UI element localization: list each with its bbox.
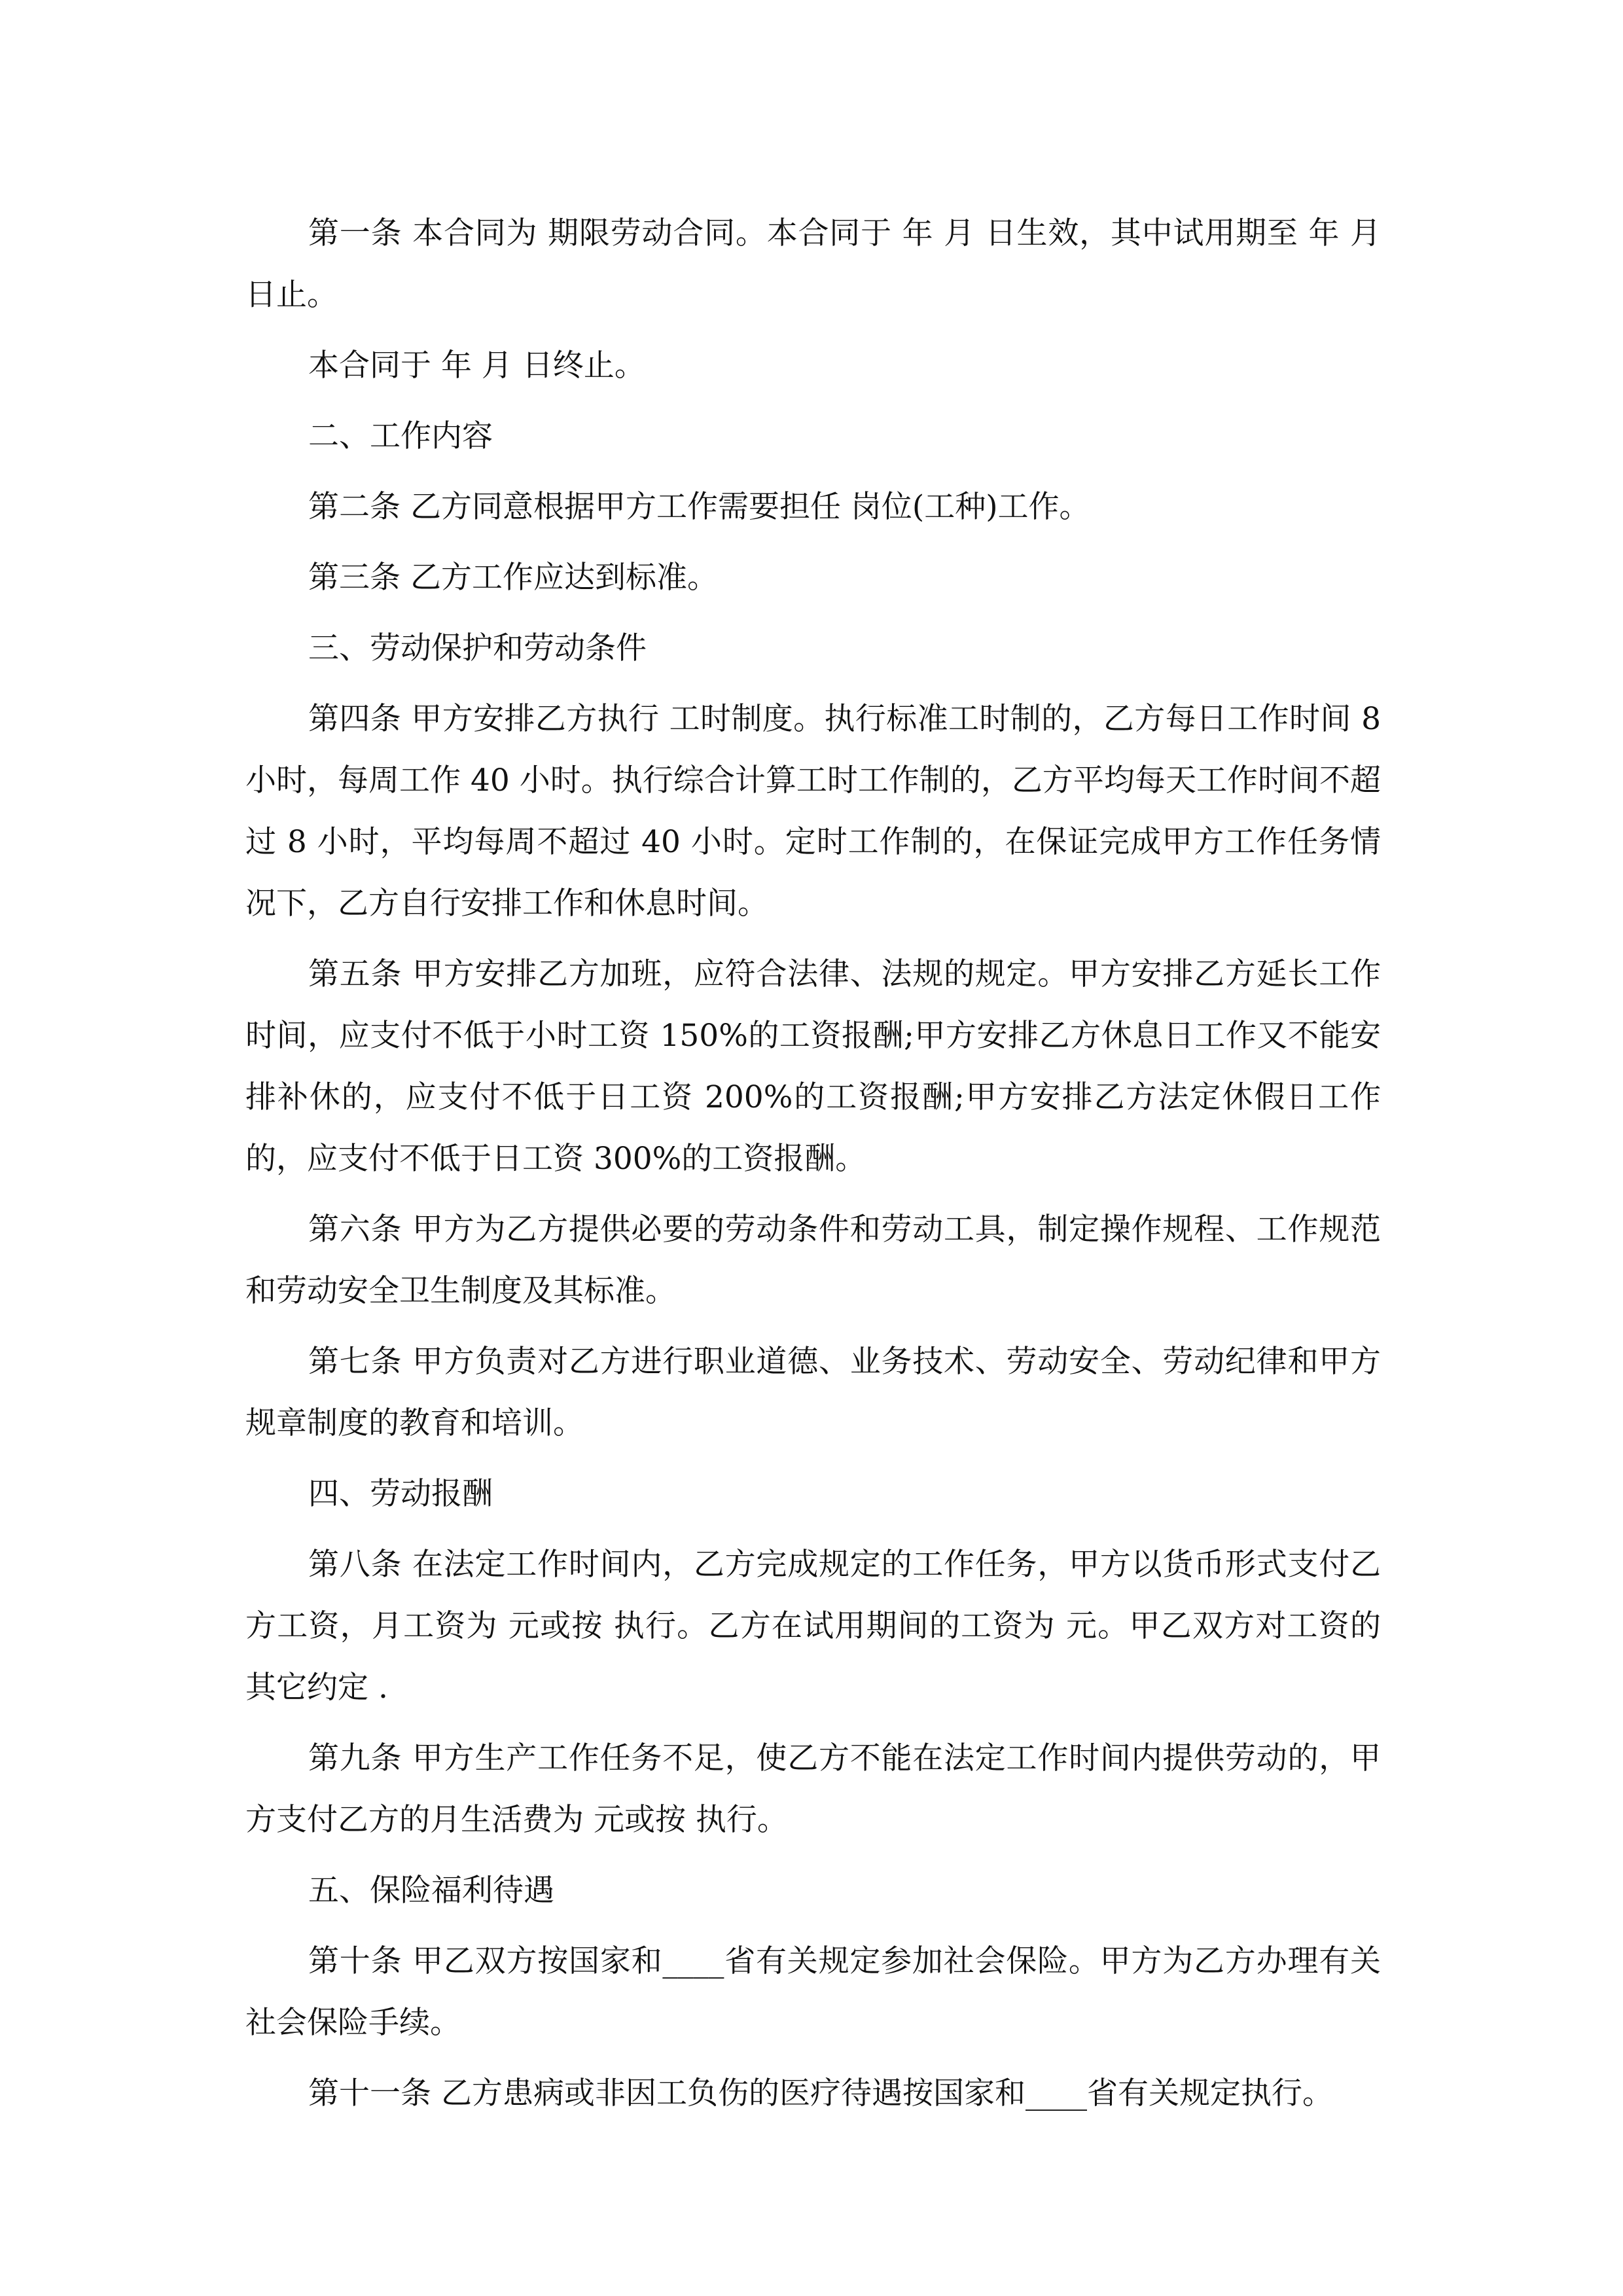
article-7: 第七条 甲方负责对乙方进行职业道德、业务技术、劳动安全、劳动纪律和甲方规章制度的教育和培训。	[245, 1344, 1381, 1441]
contract-termination-line: 本合同于 年 月 日终止。	[308, 348, 645, 384]
section-heading-remuneration: 四、劳动报酬	[308, 1476, 493, 1512]
article-3: 第三条 乙方工作应达到标准。	[308, 560, 718, 596]
article-2: 第二条 乙方同意根据甲方工作需要担任 岗位(工种)工作。	[308, 489, 1090, 525]
article-5: 第五条 甲方安排乙方加班，应符合法律、法规的规定。甲方安排乙方延长工作时间，应支付不低于小时工资 150%的工资报酬;甲方安排乙方休息日工作又不能安排补休的，应支付不低于日工资 200%的工资报酬;甲方安排乙方法定休假日工作的，应支付不低于日工资 300%的工资报酬。	[245, 956, 1381, 1177]
section-heading-work-content: 二、工作内容	[308, 418, 493, 454]
article-11: 第十一条 乙方患病或非因工负伤的医疗待遇按国家和____省有关规定执行。	[308, 2075, 1333, 2111]
section-heading-insurance: 五、保险福利待遇	[308, 1873, 554, 1909]
article-1: 第一条 本合同为 期限劳动合同。本合同于 年 月 日生效，其中试用期至 年 月 日止。	[245, 215, 1381, 313]
article-4: 第四条 甲方安排乙方执行 工时制度。执行标准工时制的，乙方每日工作时间 8 小时，每周工作 40 小时。执行综合计算工时工作制的，乙方平均每天工作时间不超过 8 小时，平均每周不超过 40 小时。定时工作制的，在保证完成甲方工作任务情况下，乙方自行安排工作和休息时间。	[245, 701, 1381, 922]
article-10: 第十条 甲乙双方按国家和____省有关规定参加社会保险。甲方为乙方办理有关社会保险手续。	[245, 1943, 1381, 2041]
article-9: 第九条 甲方生产工作任务不足，使乙方不能在法定工作时间内提供劳动的，甲方支付乙方的月生活费为 元或按 执行。	[245, 1740, 1381, 1838]
article-6: 第六条 甲方为乙方提供必要的劳动条件和劳动工具，制定操作规程、工作规范和劳动安全卫生制度及其标准。	[245, 1211, 1381, 1309]
section-heading-labor-protection: 三、劳动保护和劳动条件	[308, 630, 647, 666]
article-8: 第八条 在法定工作时间内，乙方完成规定的工作任务，甲方以货币形式支付乙方工资，月工资为 元或按 执行。乙方在试用期间的工资为 元。甲乙双方对工资的其它约定 .	[245, 1547, 1381, 1706]
document-body	[245, 203, 1381, 2134]
